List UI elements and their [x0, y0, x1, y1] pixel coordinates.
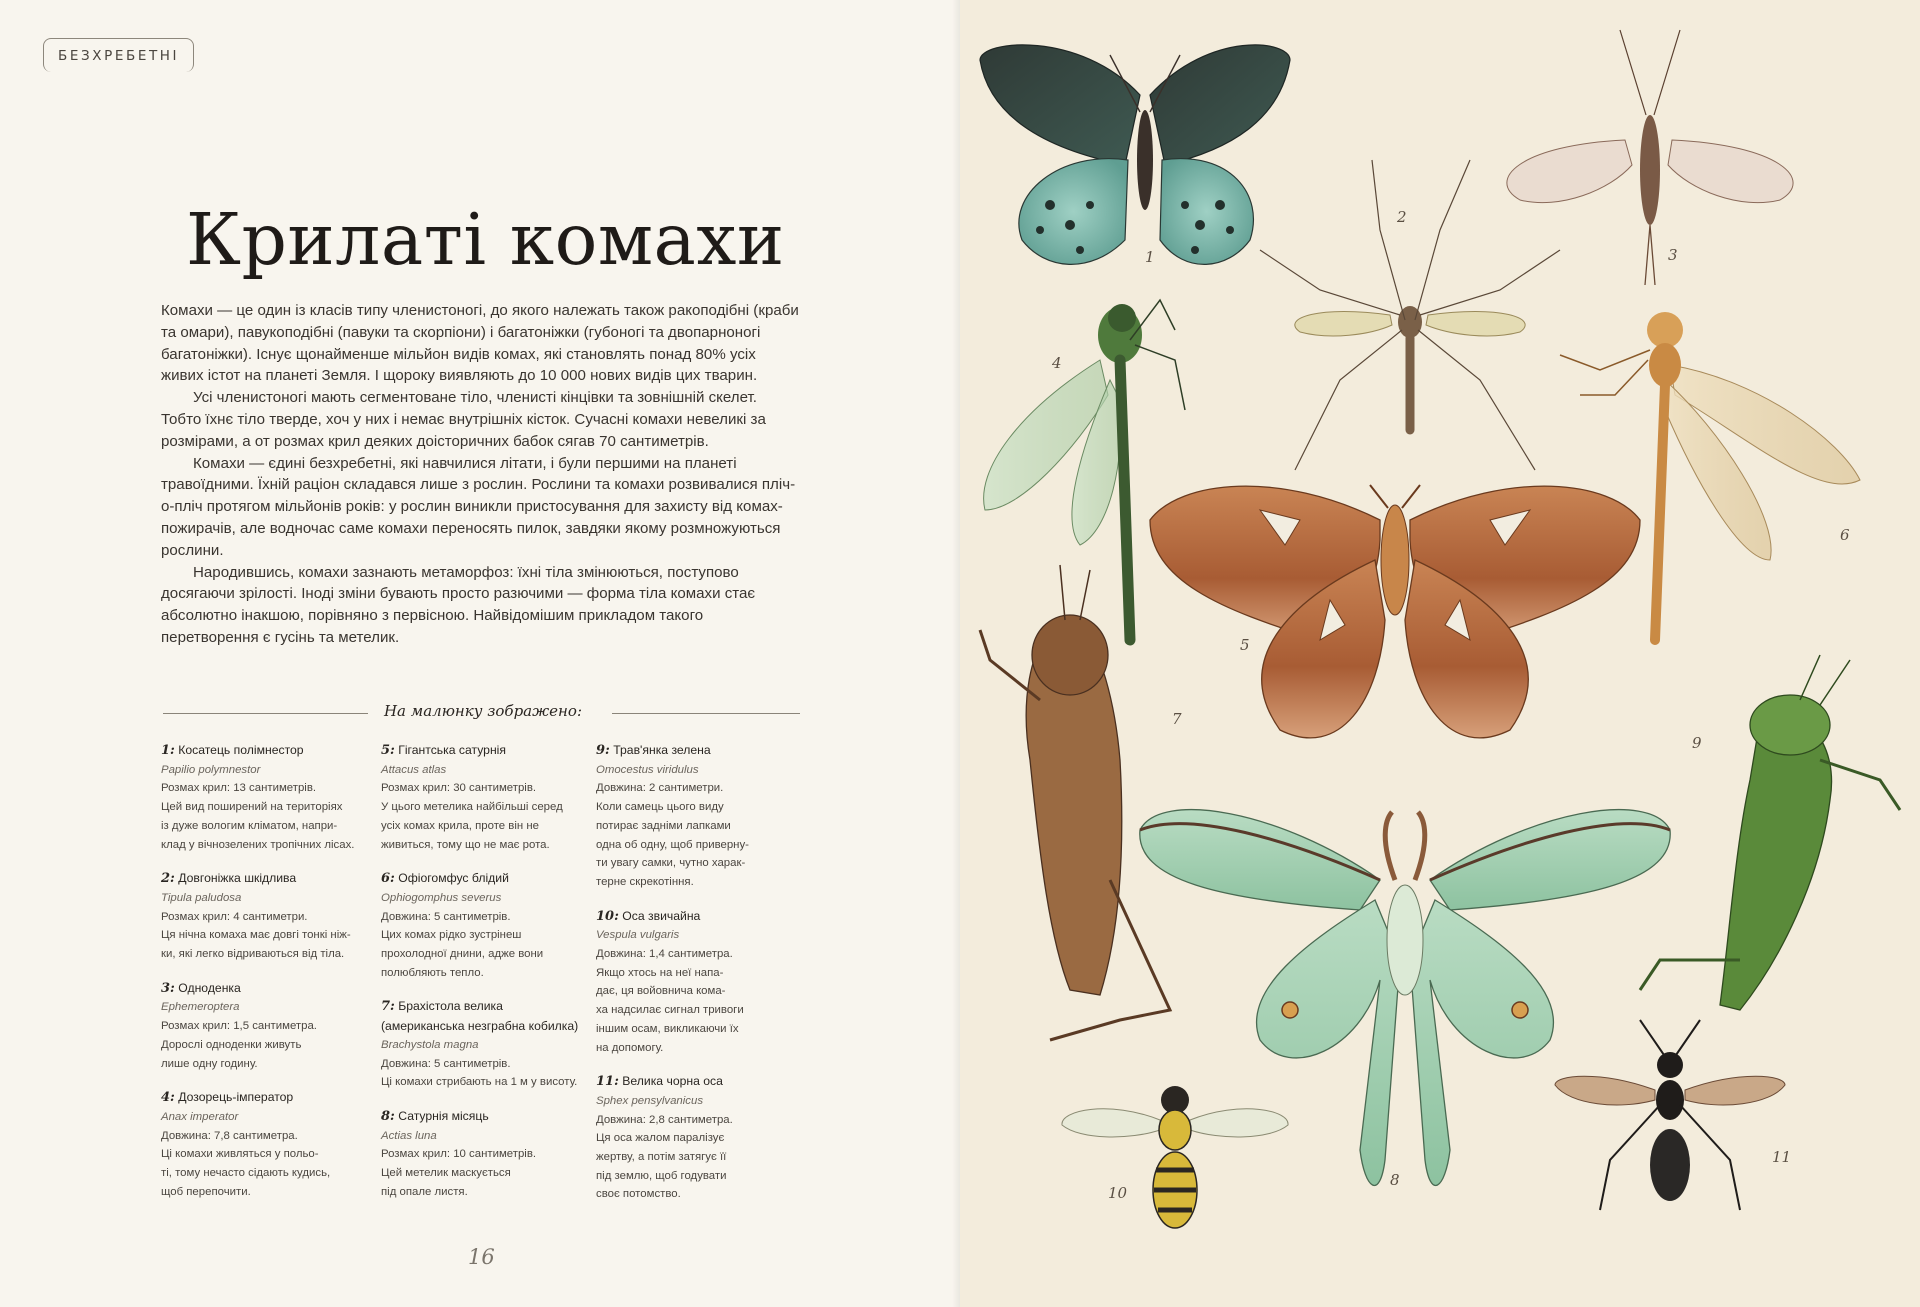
caption-number: 5: — [381, 743, 395, 758]
caption-name: Косатець полімнестор — [178, 743, 304, 757]
caption-title — [381, 869, 596, 889]
caption-entry — [381, 869, 596, 982]
caption-description-line: Довжина: 5 сантиметрів. — [381, 1057, 511, 1070]
caption-name: Оса звичайна — [622, 908, 701, 923]
caption-description-line: ти увагу самки, чутно харак- — [596, 857, 746, 870]
plate-number-11: 11 — [1772, 1148, 1792, 1166]
caption-name: Дозорець-імператор — [178, 1090, 294, 1105]
caption-name: Велика чорна оса — [622, 1074, 723, 1089]
caption-description-line: Розмах крил: 13 сантиметрів. — [161, 782, 317, 795]
caption-entry — [596, 741, 796, 892]
caption-description-line: ки, які легко відриваються від тіла. — [161, 948, 345, 961]
page-number: 16 — [468, 1245, 495, 1269]
caption-latin-name: Papilio polymnestor — [161, 763, 261, 776]
body-paragraph-4: Народившись, комахи зазнають метаморфоз: їхні тіла змінюються, поступово досягаючи зрілості. Іноді зміни бувають просто разючими — форма тіла комахи стає абсолютно інакшою, порівняно з первісною. Найвідомішим прикладом такого перетворення є гусінь та метелик. — [161, 563, 756, 646]
insect-9-grasshopper — [1640, 655, 1900, 1010]
insect-3-mayfly — [1507, 30, 1793, 285]
caption-title — [161, 869, 381, 889]
insect-6-dragonfly — [1560, 312, 1860, 640]
caption-description-line: Якщо хтось на неї напа- — [596, 966, 724, 979]
caption-name-continued: (американська незграбна кобилка) — [381, 1019, 579, 1034]
caption-title — [161, 741, 381, 761]
caption-description-line: Ця нічна комаха має довгі тонкі ніж- — [161, 929, 351, 942]
caption-title — [596, 1072, 796, 1092]
caption-name: Брахістола велика — [398, 999, 503, 1014]
insect-11-black-wasp — [1555, 1020, 1785, 1210]
caption-title — [161, 1088, 381, 1108]
caption-description-line: У цього метелика найбільші серед — [381, 801, 563, 814]
plate-number-6: 6 — [1840, 526, 1850, 544]
caption-number: 3: — [161, 980, 175, 996]
caption-description-line: Коли самець цього виду — [596, 801, 724, 814]
plate-number-7: 7 — [1172, 710, 1182, 728]
caption-description-line: терне скрекотіння. — [596, 875, 694, 888]
caption-name: Офіогомфус блідий — [398, 871, 509, 886]
body-paragraph-3: Комахи — єдині безхребетні, які навчилися літати, і були першими на планеті травоїдними. Їхній раціон складався лише з рослин. Рослини та комахи розвивалися пліч-о-пліч протягом мільйонів років: у рослин виникли пристосування для захисту від комах-пожирачів, але водночас саме комахи переносять пилок, завдяки якому розмножуються рослини. — [161, 454, 796, 559]
section-tab: БЕЗХРЕБЕТНІ — [43, 38, 194, 72]
caption-description-line: Ці комахи живляться у польо- — [161, 1148, 319, 1161]
insect-5-atlas-moth — [1150, 485, 1640, 738]
caption-description-line: дає, ця войовнича кома- — [596, 985, 726, 998]
insect-4-dragonfly — [984, 300, 1185, 640]
caption-latin-name: Anax imperator — [161, 1110, 239, 1123]
caption-list — [161, 741, 801, 1219]
caption-description-line: Розмах крил: 10 сантиметрів. — [381, 1148, 537, 1161]
plate-number-4: 4 — [1052, 354, 1062, 372]
caption-description-line: усіх комах крила, проте він не — [381, 819, 539, 832]
caption-number: 10: — [596, 908, 619, 924]
caption-description-line: Цей вид поширений на територіях — [161, 801, 343, 814]
plate-number-2: 2 — [1397, 208, 1407, 226]
caption-description-line: живиться, тому що не має рота. — [381, 838, 550, 851]
caption-latin-name: Omocestus viridulus — [596, 763, 699, 776]
caption-title — [596, 741, 796, 761]
caption-title — [596, 907, 796, 927]
body-text — [161, 300, 799, 649]
caption-description-line: полюбляють тепло. — [381, 966, 484, 979]
caption-entry — [161, 869, 381, 964]
caption-column-3 — [596, 741, 796, 1219]
caption-description-line: іншим осам, викликаючи їх — [596, 1022, 739, 1035]
caption-latin-name: Tipula paludosa — [161, 891, 242, 904]
caption-number: 7: — [381, 999, 395, 1015]
body-paragraph-1: Комахи — це один із класів типу членистоногі, до якого належать також ракоподібні (краби та омари), павукоподібні (павуки та скорпіони) і багатоніжки (губоногі та двопарноногі багатоніжки). Існує щонайменше мільйон видів комах, які становлять понад 80% усіх живих істот на планеті Земля. І щороку виявляють до 10 000 нових видів цих тварин. — [161, 302, 799, 385]
caption-number: 11: — [596, 1074, 619, 1090]
caption-description-line: жертву, а потім затягує її — [596, 1151, 727, 1164]
caption-column-2 — [381, 741, 596, 1219]
caption-name: Трав'янка зелена — [613, 743, 711, 757]
caption-description-line: прохолодної днини, адже вони — [381, 948, 544, 961]
caption-title — [381, 741, 596, 761]
plate-number-3: 3 — [1668, 246, 1678, 264]
caption-description-line: щоб перепочити. — [161, 1185, 251, 1198]
caption-number: 4: — [161, 1090, 175, 1106]
caption-description-line: Ця оса жалом паралізує — [596, 1132, 725, 1145]
caption-description-line: Розмах крил: 30 сантиметрів. — [381, 782, 537, 795]
caption-description-line: клад у вічнозелених тропічних лісах. — [161, 838, 355, 851]
caption-description-line: під опале листя. — [381, 1185, 468, 1198]
caption-description-line: із дуже вологим кліматом, напри- — [161, 819, 338, 832]
caption-description-line: під землю, щоб годувати — [596, 1169, 727, 1182]
caption-description-line: ха надсилає сигнал тривоги — [596, 1004, 744, 1017]
caption-description-line: Ці комахи стрибають на 1 м у висоту. — [381, 1076, 578, 1089]
body-paragraph-2: Усі членистоногі мають сегментоване тіло, членисті кінцівки та зовнішній скелет. Тобто їхнє тіло тверде, хоч у них і немає внутрішніх кісток. Сучасні комахи невеликі за розмірами, а от розмах крил деяких доісторичних бабок сягав 70 сантиметрів. — [161, 389, 766, 450]
caption-description-line: потирає задніми лапками — [596, 819, 731, 832]
caption-column-1 — [161, 741, 381, 1219]
caption-name: Гігантська сатурнія — [398, 743, 506, 757]
plate-number-5: 5 — [1240, 636, 1250, 654]
caption-description-line: Розмах крил: 4 сантиметри. — [161, 910, 308, 923]
caption-latin-name: Ephemeroptera — [161, 1001, 240, 1014]
caption-rule-left — [163, 713, 368, 714]
caption-description-line: Цих комах рідко зустрінеш — [381, 929, 522, 942]
caption-number: 6: — [381, 871, 395, 887]
caption-heading: На малюнку зображено: — [383, 702, 583, 720]
caption-latin-name: Sphex pensylvanicus — [596, 1094, 704, 1107]
caption-description-line: Довжина: 2,8 сантиметра. — [596, 1113, 733, 1126]
plate-number-10: 10 — [1108, 1184, 1128, 1202]
caption-description-line: Довжина: 2 сантиметри. — [596, 782, 724, 795]
plate-number-9: 9 — [1692, 734, 1702, 752]
caption-number: 1: — [161, 743, 175, 758]
caption-number: 2: — [161, 871, 175, 887]
plate-number-8: 8 — [1390, 1171, 1400, 1189]
caption-name: Одноденка — [178, 980, 241, 995]
caption-entry — [161, 741, 381, 854]
caption-latin-name: Attacus atlas — [381, 763, 447, 776]
caption-latin-name: Actias luna — [381, 1129, 437, 1142]
caption-description-line: Довжина: 7,8 сантиметра. — [161, 1129, 298, 1142]
caption-description-line: Дорослі одноденки живуть — [161, 1038, 302, 1051]
caption-latin-name: Ophiogomphus severus — [381, 891, 502, 904]
insect-7-grasshopper — [980, 565, 1170, 1040]
right-page-plate — [960, 0, 1920, 1307]
caption-title — [381, 1107, 596, 1127]
insect-plate-illustration — [960, 0, 1920, 1307]
caption-title — [161, 979, 381, 999]
caption-description-line: Довжина: 1,4 сантиметра. — [596, 948, 733, 961]
caption-entry — [381, 741, 596, 854]
caption-name: Сатурнія місяць — [398, 1108, 489, 1123]
insect-1-papilio — [980, 45, 1290, 265]
caption-entry — [596, 907, 796, 1058]
caption-description-line: Розмах крил: 1,5 сантиметра. — [161, 1020, 317, 1033]
caption-entry — [596, 1072, 796, 1204]
caption-title — [381, 997, 596, 1017]
caption-description-line: на допомогу. — [596, 1041, 664, 1054]
caption-name: Довгоніжка шкідлива — [178, 871, 297, 886]
caption-description-line: ті, тому нечасто сідають кудись, — [161, 1167, 331, 1180]
caption-entry — [381, 997, 596, 1092]
caption-number: 9: — [596, 743, 610, 758]
insect-10-wasp — [1062, 1086, 1288, 1228]
caption-description-line: своє потомство. — [596, 1188, 681, 1201]
caption-entry — [381, 1107, 596, 1202]
caption-number: 8: — [381, 1108, 395, 1124]
caption-latin-name: Brachystola magna — [381, 1038, 479, 1051]
page-title: Крилаті комахи — [186, 198, 785, 281]
caption-description-line: лише одну годину. — [161, 1057, 258, 1070]
caption-entry — [161, 1088, 381, 1201]
caption-entry — [161, 979, 381, 1074]
insect-2-crane-fly — [1260, 160, 1560, 470]
caption-rule-right — [612, 713, 800, 714]
plate-number-1: 1 — [1145, 248, 1155, 266]
caption-description-line: одна об одну, щоб привернy- — [596, 838, 749, 851]
caption-description-line: Цей метелик маскується — [381, 1167, 511, 1180]
caption-latin-name: Vespula vulgaris — [596, 929, 680, 942]
caption-description-line: Довжина: 5 сантиметрів. — [381, 910, 511, 923]
